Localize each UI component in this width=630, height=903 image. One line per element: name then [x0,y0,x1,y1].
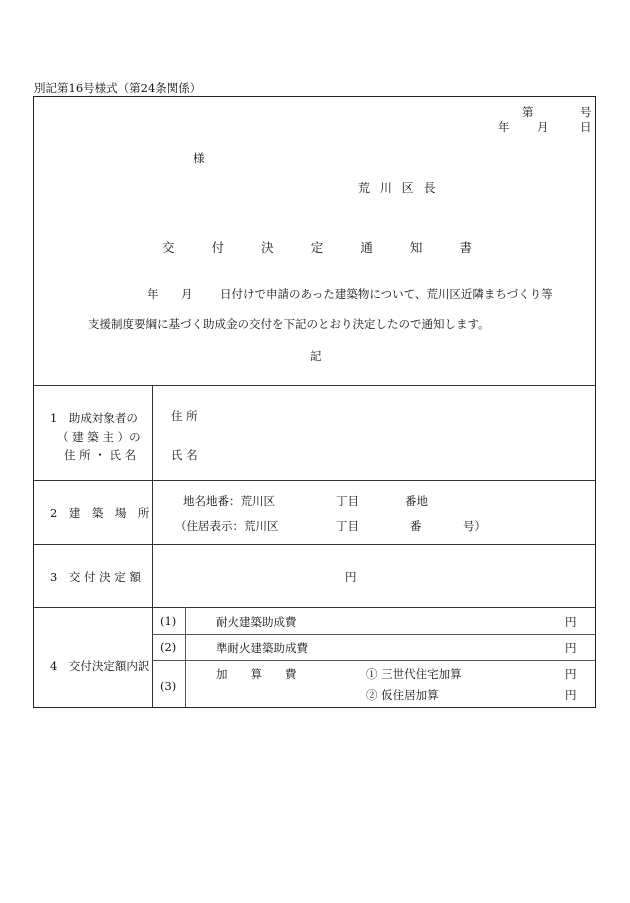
chiban-label: 地名地番：荒川区 [183,494,275,508]
row4-label: 4 交付決定額内訳 [50,659,150,673]
item3-no: (3) [160,679,177,693]
jukyo-chome: 丁目 [336,519,359,533]
row3-label: 3 交 付 決 定 額 [50,570,141,584]
row1-address-label: 住 所 [171,409,198,423]
chiban-banchi: 番地 [405,494,428,508]
rule-row3-top [34,544,595,545]
row1-name-label: 氏 名 [171,448,198,462]
grant-amount-yen: 円 [345,570,357,584]
item2-yen: 円 [565,641,577,655]
item1-yen: 円 [565,615,577,629]
body-month: 月 [181,287,193,301]
date-month: 月 [537,120,549,134]
item3-text: 加 算 費 [216,667,297,681]
rule-label-column [152,385,153,707]
item2-text: 準耐火建築助成費 [216,641,308,655]
date-year: 年 [498,120,510,134]
row1-label-line2: （ 建 築 主 ）の [57,430,141,444]
jukyo-ban: 番 [410,519,422,533]
notice-form [33,96,596,708]
title-char: 交 [162,240,175,255]
title-char: 付 [211,240,225,255]
chiban-chome: 丁目 [336,494,359,508]
title-char: 決 [261,240,274,255]
doc-number-dai: 第 [522,105,534,119]
item1-no: (1) [160,614,177,628]
doc-number-go: 号 [580,105,592,119]
subitem2-text: ② 仮住居加算 [366,688,439,702]
subitem1-text: ① 三世代住宅加算 [366,667,462,681]
subitem1-yen: 円 [565,667,577,681]
body-line1: 日付けで申請のあった建築物について、荒川区近隣まちづくり等 [220,287,553,301]
row1-label-line1: 1 助成対象者の [50,411,138,425]
document-title [162,238,472,254]
body-line2: 支援制度要綱に基づく助成金の交付を下記のとおり決定したので通知します。 [88,317,490,331]
rule-row2-top [34,480,595,481]
rule-row4-top [34,607,595,608]
rule-item1-bottom [152,634,595,635]
row1-label-line3: 住 所 ・ 氏 名 [64,448,137,462]
title-char: 定 [310,240,324,255]
jukyo-go: 号） [463,519,486,533]
row2-label: 2 建 築 場 所 [50,506,150,520]
ki-mark: 記 [310,349,322,363]
title-char: 通 [360,240,373,255]
item2-no: (2) [160,640,177,654]
title-char: 知 [409,240,423,255]
rule-item2-bottom [152,660,595,661]
subitem2-yen: 円 [565,688,577,702]
jukyo-label: （住居表示：荒川区 [175,519,279,533]
date-day: 日 [580,120,592,134]
item1-text: 耐火建築助成費 [216,615,297,629]
rule-item-no-column [185,607,186,707]
body-year: 年 [147,287,159,301]
addressee-sama: 様 [193,151,205,165]
rule-row1-top [34,385,595,386]
issuer: 荒 川 区 長 [358,181,439,195]
form-caption: 別記第16号様式（第24条関係） [34,81,202,95]
title-char: 書 [459,240,472,255]
